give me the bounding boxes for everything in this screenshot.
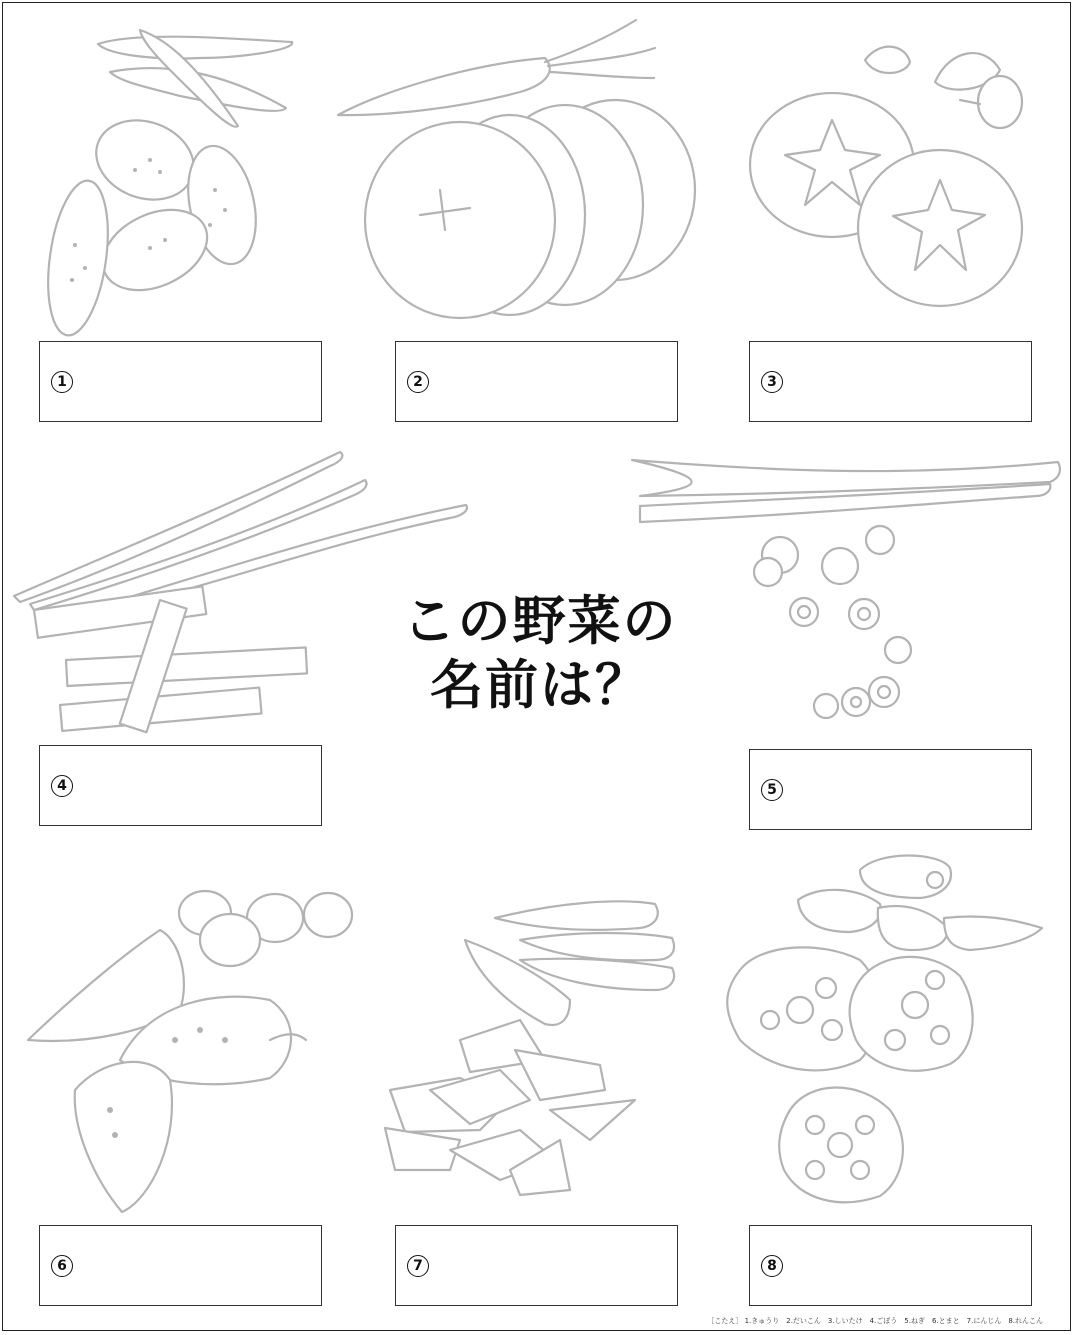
number-badge-3: 3 xyxy=(761,371,783,393)
cucumber-illustration xyxy=(39,30,292,339)
answer-box-2[interactable] xyxy=(395,341,678,422)
page-title xyxy=(380,590,700,718)
answer-box-3[interactable] xyxy=(749,341,1032,422)
answer-box-4[interactable] xyxy=(39,745,322,826)
answer-box-6[interactable] xyxy=(39,1225,322,1306)
tomato-mushroom-illustration xyxy=(750,47,1022,306)
number-badge-7: 7 xyxy=(407,1255,429,1277)
number-badge-2: 2 xyxy=(407,371,429,393)
answer-box-1[interactable] xyxy=(39,341,322,422)
number-badge-4: 4 xyxy=(51,775,73,797)
number-badge-5: 5 xyxy=(761,779,783,801)
lotus-root-illustration xyxy=(727,856,1042,1203)
number-badge-1: 1 xyxy=(51,371,73,393)
number-badge-8: 8 xyxy=(761,1255,783,1277)
daikon-illustration xyxy=(338,20,695,318)
title-line-1: この野菜の xyxy=(402,591,678,652)
carrot-illustration xyxy=(385,901,674,1195)
answer-key: ［こたえ］ 1.きゅうり 2.だいこん 3.しいたけ 4.ごぼう 5.ねぎ 6.とまと 7.にんじん 8.れんこん xyxy=(707,1317,1043,1325)
answer-box-8[interactable] xyxy=(749,1225,1032,1306)
title-line-2: 名前は？ xyxy=(430,655,650,716)
answer-box-5[interactable] xyxy=(749,749,1032,830)
number-badge-6: 6 xyxy=(51,1255,73,1277)
answer-box-7[interactable] xyxy=(395,1225,678,1306)
pumpkin-illustration xyxy=(28,891,352,1212)
